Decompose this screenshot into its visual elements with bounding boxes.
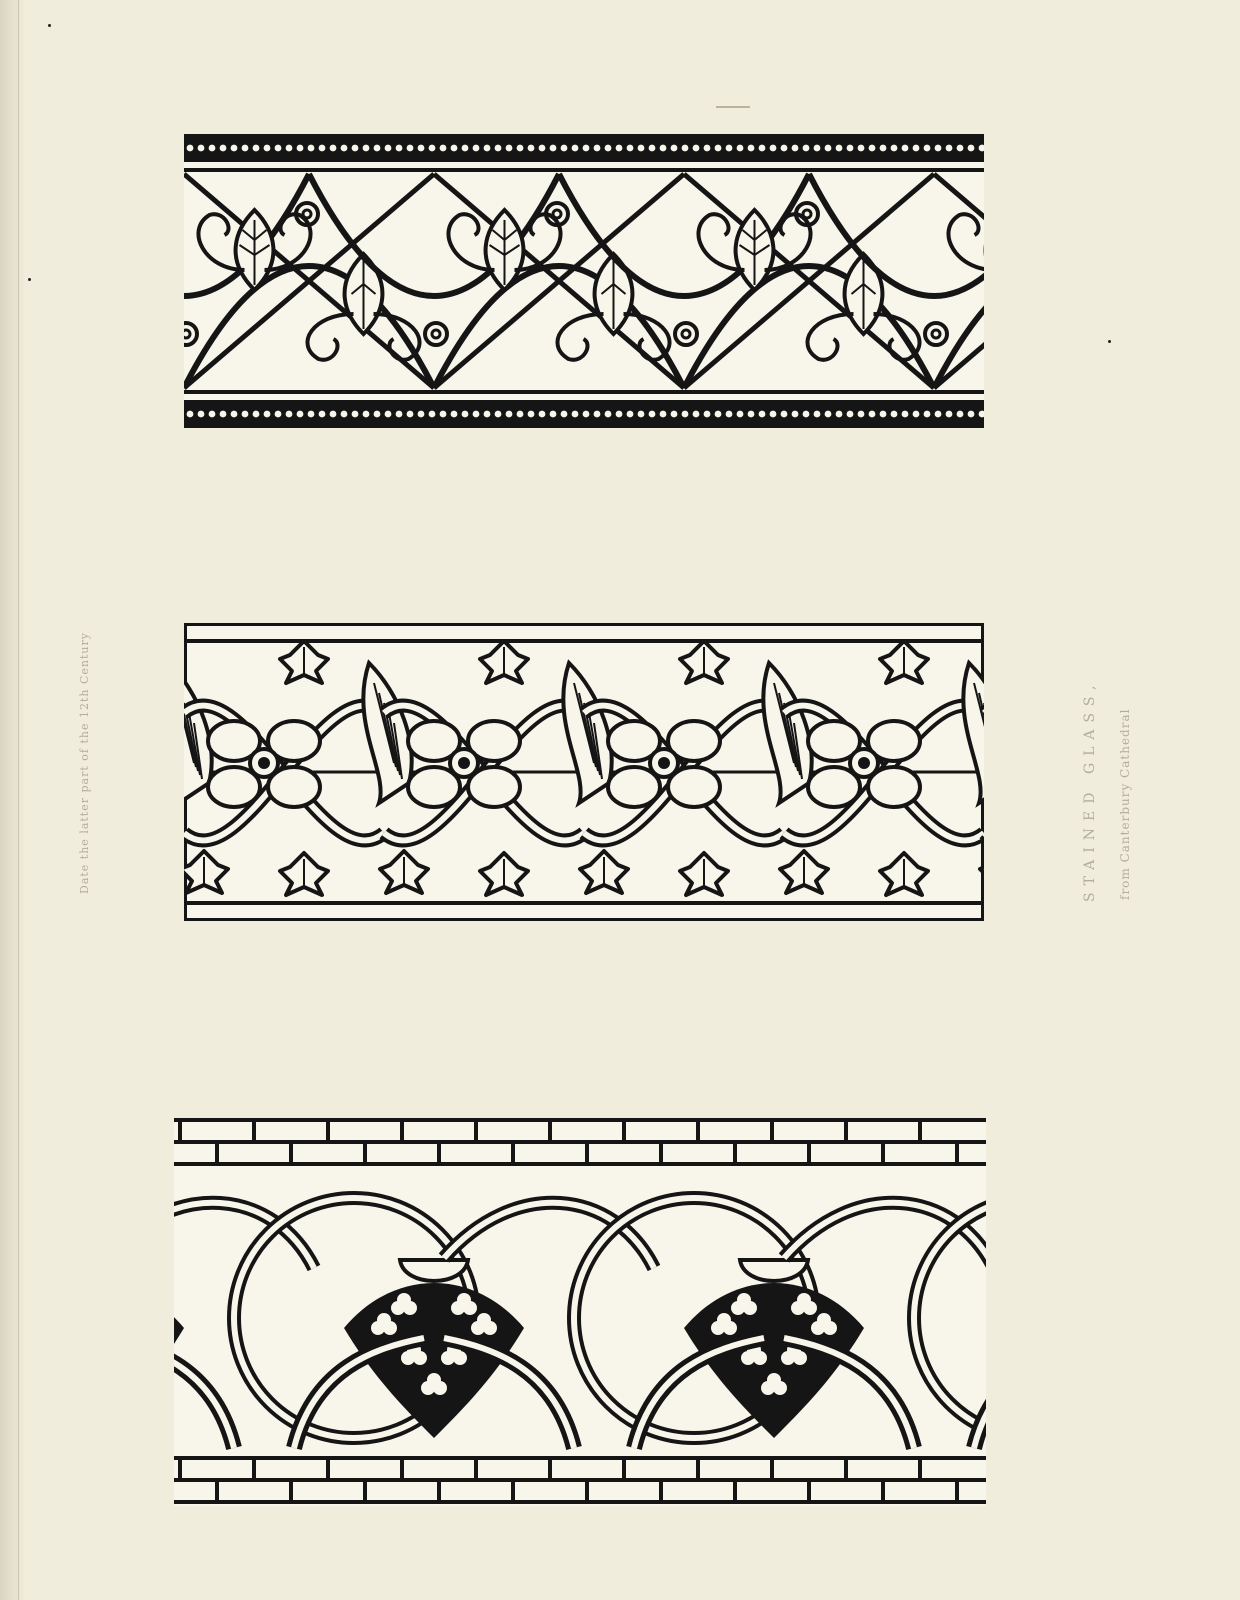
border-panel-2 xyxy=(184,623,984,921)
page-edge-line xyxy=(18,0,19,1600)
border-3-illustration xyxy=(174,1118,986,1506)
speck-mark xyxy=(28,278,31,281)
speck-mark xyxy=(48,24,51,27)
plate-title: STAINED GLASS, xyxy=(1082,678,1098,902)
date-caption: Date the latter part of the 12th Century xyxy=(78,632,91,894)
border-panel-1 xyxy=(184,134,984,428)
border-panel-3 xyxy=(174,1118,986,1506)
border-2-illustration xyxy=(184,623,984,921)
speck-mark xyxy=(1108,340,1111,343)
page-gutter-shadow xyxy=(0,0,26,1600)
plate-source: from Canterbury Cathedral xyxy=(1118,708,1132,900)
border-1-illustration xyxy=(184,134,984,428)
printer-mark xyxy=(716,106,750,108)
